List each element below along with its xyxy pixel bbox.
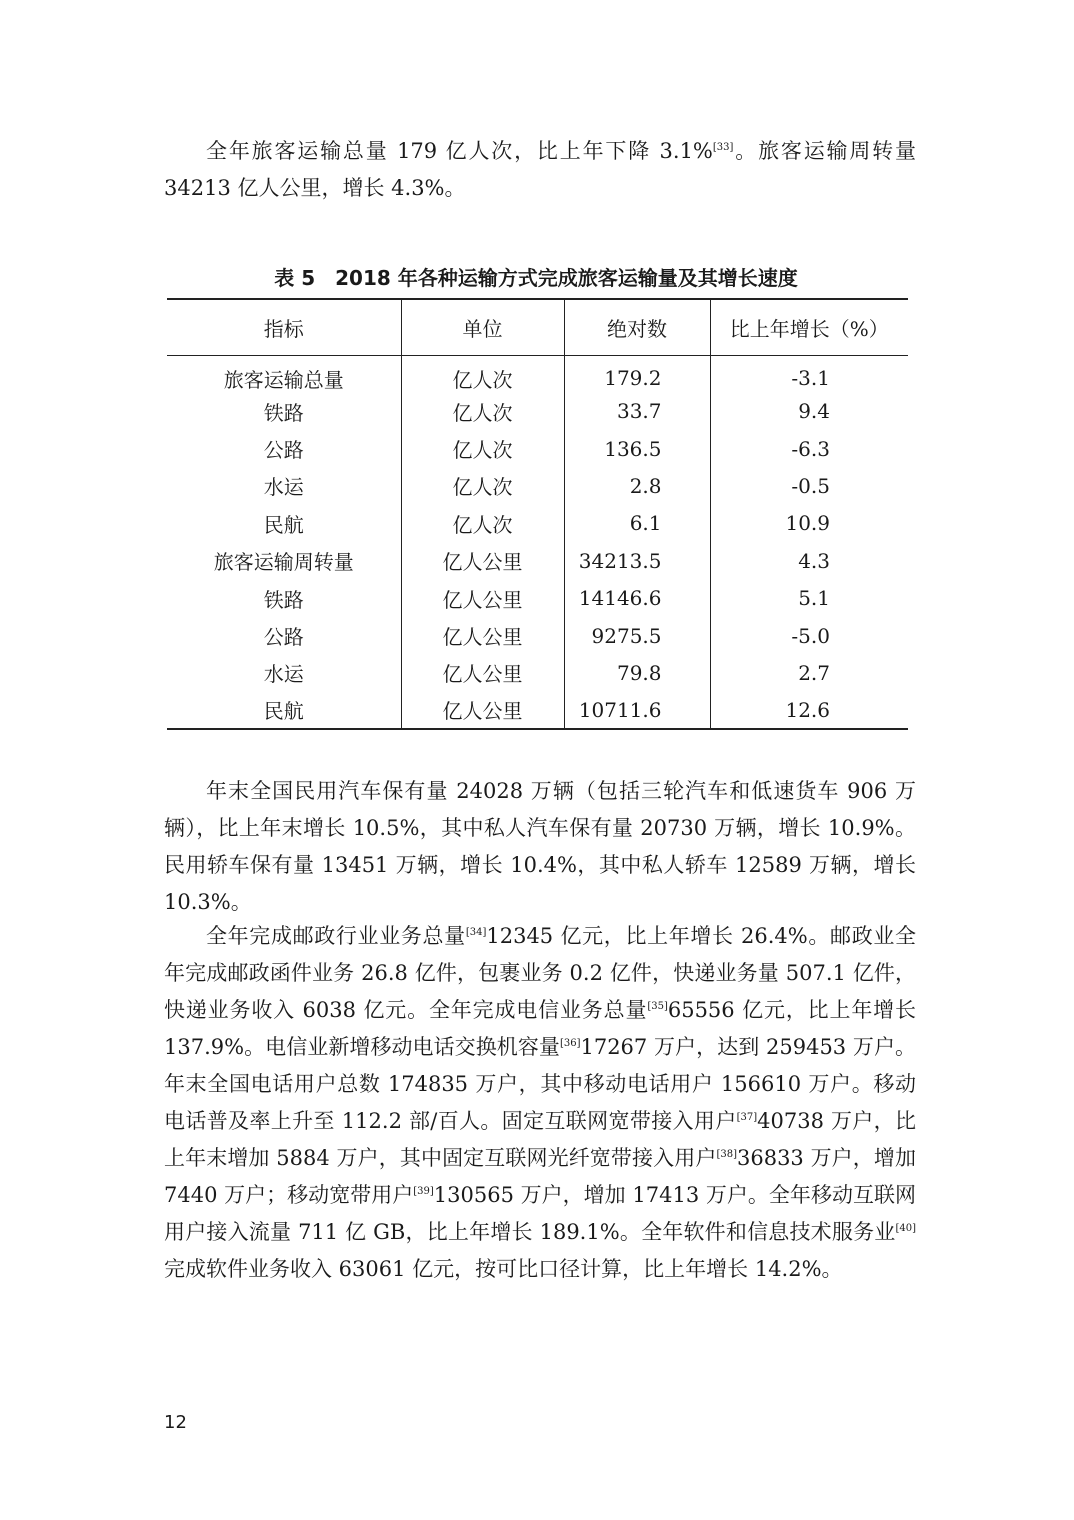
row-unit: 亿人次 <box>401 467 564 504</box>
row-growth-rate: -6.3 <box>710 430 908 467</box>
row-growth-rate: 9.4 <box>710 393 908 430</box>
header-unit: 单位 <box>401 299 564 355</box>
paragraph-text: 全年完成邮政行业业务总量 <box>206 924 466 948</box>
footnote-ref[interactable]: [34] <box>465 927 487 938</box>
header-growth-rate: 比上年增长（%） <box>710 299 908 355</box>
paragraph-postal-telecom <box>164 918 916 1288</box>
table-row <box>167 654 908 691</box>
footnote-ref[interactable]: [37] <box>736 1112 758 1123</box>
row-growth-rate: 12.6 <box>710 692 908 729</box>
row-indicator: 民航 <box>263 699 304 724</box>
table-row <box>167 355 908 393</box>
paragraph-text: 。旅客运输周转量 34213 亿人公里，增长 4.3%。 <box>164 139 916 200</box>
paragraph-text: 36833 万户，增加 7440 万户；移动宽带用户 <box>164 1146 916 1207</box>
table-caption: 表 5 2018 年各种运输方式完成旅客运输量及其增长速度 <box>274 266 798 290</box>
paragraph-text: 65556 亿元，比上年增长 137.9%。电信业新增移动电话交换机容量 <box>164 998 916 1059</box>
row-unit: 亿人次 <box>401 505 564 542</box>
row-indicator: 旅客运输周转量 <box>213 550 354 575</box>
row-unit: 亿人次 <box>401 393 564 430</box>
page-number: 12 <box>164 1412 187 1433</box>
footnote-ref[interactable]: [35] <box>647 1001 668 1012</box>
paragraph-text: 全年旅客运输总量 179 亿人次，比上年下降 3.1% <box>206 139 713 163</box>
footnote-ref[interactable]: [38] <box>716 1149 737 1160</box>
paragraph-text: 17267 万户，达到 259453 万户。年末全国电话用户总数 174835 万户，其中移动电话用户 156610 万户。移动电话普及率上升至 112.2 部/百人。固定互联网宽带接入用户 <box>164 1035 916 1133</box>
paragraph-text: 130565 万户，增加 17413 万户。全年移动互联网用户接入流量 711 亿 GB，比上年增长 189.1%。全年软件和信息技术服务业 <box>164 1183 916 1244</box>
row-absolute-value: 6.1 <box>564 505 710 542</box>
row-unit: 亿人次 <box>401 355 564 393</box>
footnote-ref[interactable]: [40] <box>895 1223 916 1234</box>
row-unit: 亿人公里 <box>401 654 564 691</box>
row-unit: 亿人次 <box>401 430 564 467</box>
row-absolute-value: 34213.5 <box>564 542 710 579</box>
row-growth-rate: 5.1 <box>710 579 908 616</box>
row-absolute-value: 9275.5 <box>564 617 710 654</box>
row-indicator: 旅客运输总量 <box>223 367 344 392</box>
row-growth-rate: -3.1 <box>710 355 908 393</box>
row-indicator: 公路 <box>263 438 304 463</box>
row-growth-rate: -0.5 <box>710 467 908 504</box>
row-absolute-value: 14146.6 <box>564 579 710 616</box>
header-absolute-value: 绝对数 <box>564 299 710 355</box>
row-growth-rate: -5.0 <box>710 617 908 654</box>
table-row <box>167 617 908 654</box>
row-indicator: 民航 <box>263 512 304 537</box>
table-row <box>167 692 908 729</box>
row-absolute-value: 79.8 <box>564 654 710 691</box>
table-row <box>167 393 908 430</box>
row-growth-rate: 10.9 <box>710 505 908 542</box>
paragraph-text: 12345 亿元，比上年增长 26.4%。邮政业全年完成邮政函件业务 26.8 亿件，包裹业务 0.2 亿件，快递业务量 507.1 亿件，快递业务收入 6038 亿元。全年完成电信业务总量 <box>164 924 916 1022</box>
row-unit: 亿人公里 <box>401 692 564 729</box>
row-growth-rate: 4.3 <box>710 542 908 579</box>
footnote-ref[interactable]: [39] <box>413 1186 434 1197</box>
header-indicator: 指标 <box>263 316 304 341</box>
paragraph-vehicles: 年末全国民用汽车保有量 24028 万辆（包括三轮汽车和低速货车 906 万辆），比上年末增长 10.5%，其中私人汽车保有量 20730 万辆，增长 10.9%。民用轿车保有量 13451 万辆，增长 10.4%，其中私人轿车 12589 万辆，增长 10.3%。 <box>164 779 916 914</box>
row-absolute-value: 10711.6 <box>564 692 710 729</box>
row-absolute-value: 2.8 <box>564 467 710 504</box>
paragraph-text: 完成软件业务收入 63061 亿元，按可比口径计算，比上年增长 14.2%。 <box>164 1257 843 1281</box>
table-row <box>167 505 908 542</box>
row-indicator: 铁路 <box>263 587 304 612</box>
row-absolute-value: 136.5 <box>564 430 710 467</box>
footnote-ref[interactable]: [36] <box>559 1038 581 1049</box>
row-indicator: 公路 <box>263 625 304 650</box>
row-indicator: 水运 <box>263 475 304 500</box>
passenger-transport-table <box>167 298 908 730</box>
row-growth-rate: 2.7 <box>710 654 908 691</box>
table-header-row <box>167 299 908 355</box>
table-row <box>167 542 908 579</box>
footnote-ref[interactable]: [33] <box>712 142 734 153</box>
paragraph-text: 40738 万户，比上年末增加 5884 万户，其中固定互联网光纤宽带接入用户 <box>164 1109 916 1170</box>
row-unit: 亿人公里 <box>401 542 564 579</box>
table-row <box>167 579 908 616</box>
row-unit: 亿人公里 <box>401 617 564 654</box>
row-indicator: 铁路 <box>263 400 304 425</box>
row-absolute-value: 179.2 <box>564 355 710 393</box>
paragraph-passenger-transport <box>164 133 916 207</box>
table-row <box>167 467 908 504</box>
row-unit: 亿人公里 <box>401 579 564 616</box>
row-absolute-value: 33.7 <box>564 393 710 430</box>
row-indicator: 水运 <box>263 662 304 687</box>
table-row <box>167 430 908 467</box>
